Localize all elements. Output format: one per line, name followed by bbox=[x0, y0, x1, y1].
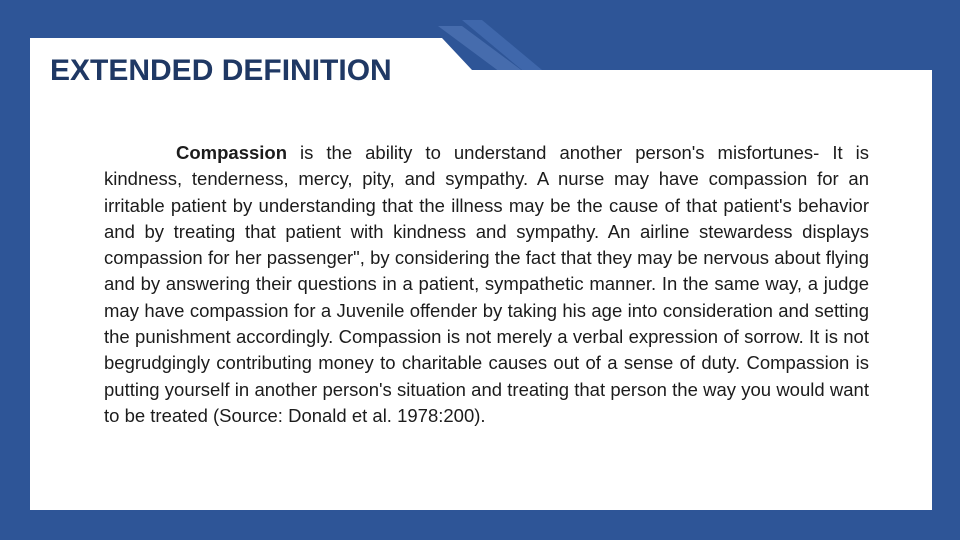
defined-term: Compassion bbox=[176, 142, 288, 163]
definition-paragraph bbox=[104, 140, 869, 429]
definition-text: is the ability to understand another person's misfortunes- It is kindness, tenderness, mercy, pity, and sympathy. A nurse may have compassion for an irritable patient by understanding that the illness may be the cause of that patient's behavior and by treating that patient with kindness and sympathy. An airline stewardess displays compassion for her passenger", by considering the fact that they may be nervous about flying and by answering their questions in a patient, sympathetic manner. In the same way, a judge may have compassion for a Juvenile offender by taking his age into consideration and setting the punishment accordingly. Compassion is not merely a verbal expression of sorrow. It is not begrudgingly contributing money to charitable causes out of a sense of duty. Compassion is putting yourself in another person's situation and treating that person the way you would want to be treated (Source: Donald et al. 1978:200). bbox=[104, 142, 869, 426]
slide-title: EXTENDED DEFINITION bbox=[50, 54, 392, 87]
